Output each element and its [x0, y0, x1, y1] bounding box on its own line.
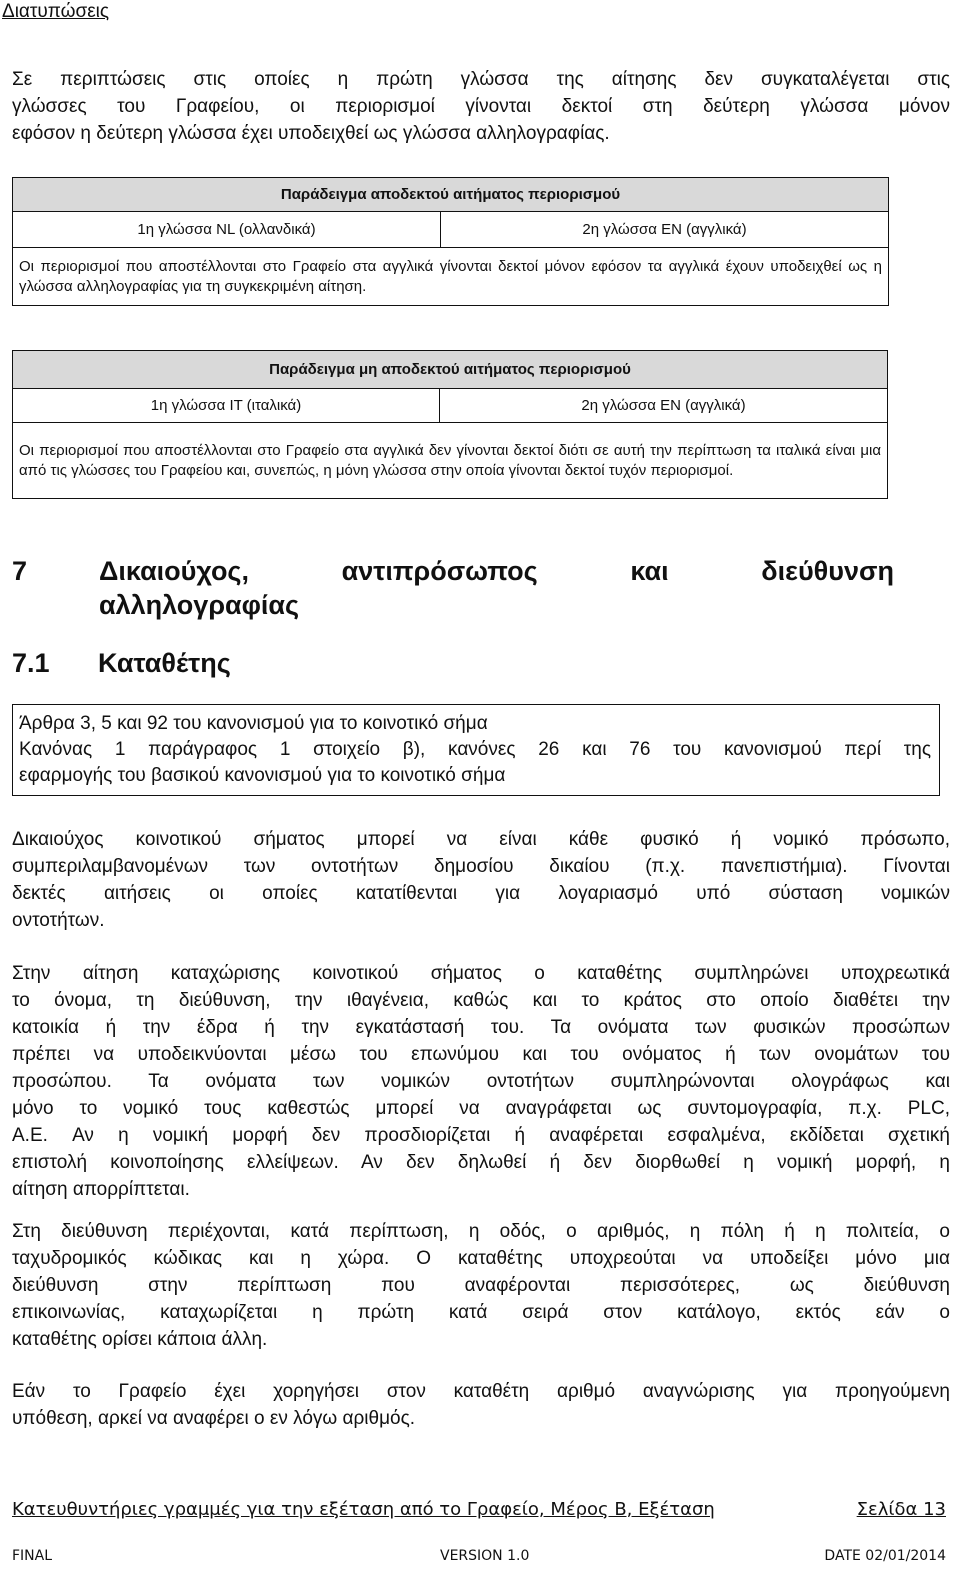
body-paragraph — [12, 1378, 950, 1432]
paragraph-line: υπόθεση, αρκεί να αναφέρει ο εν λόγω αριθμός. — [12, 1408, 416, 1429]
section-number: 7 — [12, 556, 28, 586]
section-number: 7.1 — [12, 648, 50, 678]
intro-paragraph — [12, 66, 950, 147]
body-paragraph — [12, 826, 950, 934]
intro-line: Σε περιπτώσεις στις οποίες η πρώτη γλώσσα της αίτησης δεν συγκαταλέγεται στις — [12, 69, 950, 90]
paragraph-line: επικοινωνίας, καταχωρίζεται η πρώτη κατά σειρά στον κατάλογο, εκτός εάν ο — [12, 1302, 950, 1323]
second-language-cell: 2η γλώσσα EN (αγγλικά) — [440, 389, 888, 423]
paragraph-line: Στην αίτηση καταχώρισης κοινοτικού σήματος ο καταθέτης συμπληρώνει υποχρεωτικά — [12, 963, 950, 984]
paragraph-line: καταθέτης ορίσει κάποια άλλη. — [12, 1329, 268, 1350]
paragraph-line: δεκτές αιτήσεις οι οποίες κατατίθενται για λογαριασμό υπό σύσταση νομικών — [12, 883, 950, 904]
first-language-cell: 1η γλώσσα NL (ολλανδικά) — [13, 212, 441, 248]
section-title-line: αλληλογραφίας — [99, 590, 300, 620]
paragraph-line: Εάν το Γραφείο έχει χορηγήσει στον καταθέτη αριθμό αναγνώρισης για προηγούμενη — [12, 1381, 950, 1402]
section-title-word: αντιπρόσωπος — [341, 556, 538, 586]
paragraph-line: επιστολή κοινοποίησης ελλείψεων. Αν δεν δηλωθεί ή δεν διορθωθεί η νομική μορφή, η — [12, 1152, 950, 1173]
example-rejected-table — [12, 350, 888, 499]
intro-line: εφόσον η δεύτερη γλώσσα έχει υποδειχθεί ως γλώσσα αλληλογραφίας. — [12, 123, 610, 144]
paragraph-line: διεύθυνση στην περίπτωση που αναφέρονται περισσότερες, ως διεύθυνση — [12, 1275, 950, 1296]
paragraph-line: A.E. Αν η νομική μορφή δεν προσδιορίζεται ή αναφέρεται εσφαλμένα, εκδίδεται σχετική — [12, 1125, 950, 1146]
paragraph-line: συμπεριλαμβανομένων των οντοτήτων δημοσίου δικαίου (π.χ. πανεπιστήμια). Γίνονται — [12, 856, 950, 877]
paragraph-line: μόνο το νομικό τους καθεστώς μπορεί να αναγράφεται ως συντομογραφία, π.χ. PLC, — [12, 1098, 950, 1119]
second-language-cell: 2η γλώσσα EN (αγγλικά) — [441, 212, 889, 248]
first-language-cell: 1η γλώσσα IT (ιταλικά) — [13, 389, 440, 423]
paragraph-line: κατοικία ή την έδρα ή την εγκατάστασή του. Τα ονόματα των φυσικών προσώπων — [12, 1017, 950, 1038]
example-description: Οι περιορισμοί που αποστέλλονται στο Γραφείο στα αγγλικά δεν γίνονται δεκτοί διότι σε αυτή την περίπτωση τα ιταλικά είναι μια από τις γλώσσες του Γραφείου και, συνεπώς, η μόνη γλώσσα στην οποία γίνονται δεκτοί τυχόν περιορισμοί. — [13, 423, 888, 499]
example-title: Παράδειγμα αποδεκτού αιτήματος περιορισμού — [13, 178, 889, 212]
paragraph-line: αίτηση απορρίπτεται. — [12, 1179, 190, 1200]
footer-title: Κατευθυντήριες γραμμές για την εξέταση από το Γραφείο, Μέρος Β, Εξέταση — [12, 1499, 715, 1520]
paragraph-line: ταχυδρομικός κώδικας και η χώρα. Ο καταθέτης υποχρεούται να υποδείξει μόνο μια — [12, 1248, 950, 1269]
example-accepted-table — [12, 177, 889, 306]
reference-line: Άρθρα 3, 5 και 92 του κανονισμού για το κοινοτικό σήμα — [19, 713, 488, 734]
reference-line: εφαρμογής του βασικού κανονισμού για το κοινοτικό σήμα — [19, 765, 506, 786]
status-final: FINAL — [12, 1548, 53, 1564]
paragraph-line: οντοτήτων. — [12, 910, 105, 931]
example-title: Παράδειγμα μη αποδεκτού αιτήματος περιορισμού — [13, 351, 888, 389]
section-title-word: Δικαιούχος, — [99, 556, 249, 586]
page-number: Σελίδα 13 — [856, 1499, 946, 1520]
section-title: Καταθέτης — [98, 648, 231, 678]
section-title-line — [99, 554, 894, 588]
legal-reference-box — [12, 704, 940, 796]
body-paragraph — [12, 960, 950, 1203]
section-title-word: και — [630, 556, 669, 586]
paragraph-line: Δικαιούχος κοινοτικού σήματος μπορεί να είναι κάθε φυσικό ή νομικό πρόσωπο, — [12, 829, 950, 850]
status-date: DATE 02/01/2014 — [824, 1548, 946, 1564]
reference-line: Κανόνας 1 παράγραφος 1 στοιχείο β), κανόνες 26 και 76 του κανονισμού περί της — [19, 739, 931, 760]
intro-line: γλώσσες του Γραφείου, οι περιορισμοί γίνονται δεκτοί στη δεύτερη γλώσσα μόνον — [12, 96, 950, 117]
section-title-word: διεύθυνση — [761, 556, 894, 586]
body-paragraph — [12, 1218, 950, 1353]
status-version: VERSION 1.0 — [440, 1548, 530, 1564]
paragraph-line: Στη διεύθυνση περιέχονται, κατά περίπτωση, η οδός, ο αριθμός, η πόλη ή η πολιτεία, ο — [12, 1221, 950, 1242]
page-top-heading: Διατυπώσεις — [2, 1, 110, 22]
example-description: Οι περιορισμοί που αποστέλλονται στο Γραφείο στα αγγλικά γίνονται δεκτοί μόνον εφόσον τα αγγλικά έχουν υποδειχθεί ως η γλώσσα αλληλογραφίας για τη συγκεκριμένη αίτηση. — [13, 248, 889, 306]
section-7-1-heading — [12, 646, 231, 680]
paragraph-line: προσώπου. Τα ονόματα των νομικών οντοτήτων συμπληρώνονται ολογράφως και — [12, 1071, 950, 1092]
paragraph-line: πρέπει να υποδεικνύονται μέσω του επωνύμου και του ονόματος ή των ονομάτων του — [12, 1044, 950, 1065]
paragraph-line: το όνομα, τη διεύθυνση, την ιθαγένεια, καθώς και το κράτος στο οποίο διαθέτει την — [12, 990, 950, 1011]
